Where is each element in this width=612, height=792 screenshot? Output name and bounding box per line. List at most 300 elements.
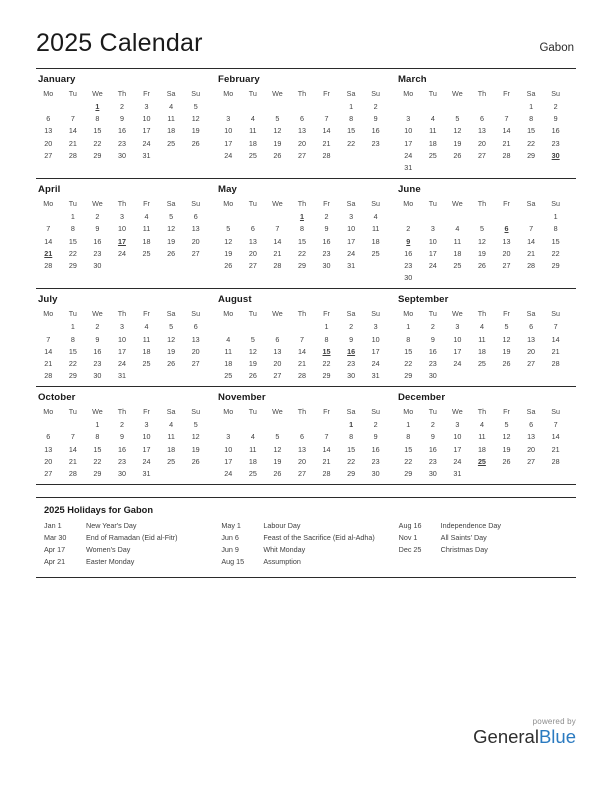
weekday-header: Fr [143, 407, 150, 417]
holiday-name: Whit Monday [263, 545, 306, 555]
day-cell: 8 [406, 334, 411, 344]
day-cell: 21 [527, 248, 536, 258]
weekday-header: Tu [428, 309, 437, 319]
day-cell: 21 [44, 358, 53, 368]
day-cell: 7 [324, 114, 329, 124]
weekday-header-row [396, 198, 568, 211]
holiday-name: Independence Day [440, 520, 501, 530]
day-cell: 9 [373, 432, 378, 442]
day-cell: 14 [68, 126, 77, 136]
day-cell: 27 [477, 150, 486, 160]
day-cell-empty [519, 272, 544, 284]
day-cell: 2 [95, 212, 100, 222]
calendar-grid [36, 68, 576, 485]
day-cell: 16 [322, 236, 331, 246]
day-cell: 11 [167, 432, 175, 442]
day-cell: 24 [117, 248, 126, 258]
day-cell-empty [36, 321, 61, 333]
day-cell-empty [543, 272, 568, 284]
day-cell: 24 [404, 150, 413, 160]
month-table [36, 88, 208, 162]
day-cell-empty [216, 321, 241, 333]
day-cell: 10 [224, 444, 233, 454]
day-cell: 2 [119, 420, 124, 430]
day-cell: 29 [404, 371, 413, 381]
weekday-header: Su [371, 407, 381, 417]
day-cell-empty [183, 370, 208, 382]
day-cell: 11 [478, 432, 486, 442]
day-cell-empty [265, 419, 290, 431]
month-table [396, 308, 568, 382]
day-cell: 13 [44, 444, 53, 454]
week-row [36, 357, 208, 369]
day-cell: 1 [95, 420, 100, 430]
day-cell: 16 [117, 126, 126, 136]
day-cell: 4 [373, 212, 378, 222]
weekday-header: Su [191, 309, 201, 319]
day-cell: 28 [502, 150, 511, 160]
week-row [396, 125, 568, 137]
week-row [36, 149, 208, 161]
weekday-header: We [452, 89, 463, 98]
day-cell: 25 [371, 248, 380, 258]
day-cell: 15 [68, 346, 77, 356]
day-cell: 18 [371, 236, 380, 246]
weekday-header: Su [371, 89, 381, 98]
week-row [216, 125, 388, 137]
page-title: 2025 Calendar [36, 29, 203, 57]
day-cell: 8 [406, 432, 411, 442]
weekday-header: Th [117, 89, 127, 98]
day-cell-empty [183, 259, 208, 271]
weekday-header: Mo [43, 407, 54, 417]
weekday-header: Su [551, 89, 561, 98]
week-row [36, 419, 208, 431]
day-cell: 13 [297, 126, 306, 136]
day-cell: 31 [347, 260, 356, 270]
week-row [36, 455, 208, 467]
day-cell: 16 [404, 248, 413, 258]
day-cell: 6 [193, 212, 198, 222]
day-cell: 19 [191, 126, 200, 136]
day-cell: 25 [477, 358, 486, 368]
day-cell: 16 [371, 444, 380, 454]
day-cell-empty [290, 101, 315, 113]
day-cell: 22 [347, 138, 356, 148]
week-row [396, 467, 568, 479]
weekday-header-row [396, 308, 568, 321]
day-cell-empty [470, 211, 495, 223]
day-cell: 23 [93, 358, 102, 368]
day-cell: 4 [250, 114, 255, 124]
day-cell-holiday: 1 [349, 420, 354, 430]
day-cell: 15 [347, 126, 356, 136]
holiday-name: All Saints' Day [440, 532, 487, 542]
day-cell: 2 [373, 420, 378, 430]
day-cell: 21 [273, 248, 282, 258]
day-cell: 16 [371, 126, 380, 136]
day-cell: 26 [191, 138, 200, 148]
month-block-july [36, 294, 216, 382]
day-cell-empty [110, 259, 135, 271]
day-cell: 3 [144, 102, 149, 112]
weekday-header: Sa [346, 407, 356, 417]
holiday-entry [221, 520, 392, 532]
weekday-header: Tu [68, 199, 77, 209]
day-cell-empty [241, 321, 266, 333]
day-cell: 25 [428, 150, 437, 160]
generalblue-logo[interactable] [473, 727, 576, 746]
day-cell: 17 [224, 138, 233, 148]
day-cell: 25 [142, 358, 151, 368]
day-cell: 6 [275, 334, 280, 344]
day-cell-empty [265, 321, 290, 333]
weekday-header: Mo [223, 89, 234, 98]
day-cell: 31 [404, 163, 413, 173]
holiday-date: Apr 17 [44, 545, 66, 555]
month-table [36, 406, 208, 480]
weekday-header: Fr [503, 309, 510, 319]
weekday-header: Th [297, 89, 307, 98]
week-row [216, 113, 388, 125]
day-cell: 2 [406, 224, 411, 234]
day-cell: 16 [551, 126, 560, 136]
day-cell-empty [159, 149, 184, 161]
week-row [36, 467, 208, 479]
day-cell: 1 [349, 102, 354, 112]
day-cell: 18 [477, 346, 486, 356]
day-cell: 9 [553, 114, 558, 124]
weekday-header: Sa [166, 199, 176, 209]
logo-text-blue: Blue [538, 725, 576, 747]
day-cell: 22 [527, 138, 536, 148]
day-cell-empty [519, 467, 544, 479]
week-row [216, 431, 388, 443]
day-cell: 28 [322, 150, 331, 160]
month-block-december [396, 392, 576, 480]
day-cell: 11 [478, 334, 486, 344]
day-cell: 4 [430, 114, 435, 124]
day-cell: 12 [273, 444, 282, 454]
month-block-may [216, 184, 396, 284]
week-row [216, 370, 388, 382]
day-cell: 7 [46, 334, 51, 344]
day-cell: 22 [297, 248, 306, 258]
weekday-header: Su [371, 309, 381, 319]
day-cell-empty [183, 149, 208, 161]
holiday-entry [221, 544, 392, 556]
week-row [216, 333, 388, 345]
day-cell: 2 [349, 322, 354, 332]
day-cell: 28 [44, 260, 53, 270]
holiday-name: Easter Monday [86, 557, 135, 567]
day-cell: 4 [226, 334, 231, 344]
month-table [36, 308, 208, 382]
day-cell: 17 [371, 346, 380, 356]
day-cell: 20 [273, 358, 282, 368]
day-cell: 29 [68, 371, 77, 381]
day-cell: 9 [95, 334, 100, 344]
holiday-name: End of Ramadan (Eid al-Fitr) [86, 532, 178, 542]
weekday-header: Mo [403, 199, 414, 209]
day-cell: 14 [297, 346, 306, 356]
day-cell-empty [494, 272, 519, 284]
week-row [36, 259, 208, 271]
week-row [396, 235, 568, 247]
week-row [36, 345, 208, 357]
day-cell: 7 [553, 322, 558, 332]
day-cell: 22 [322, 358, 331, 368]
weekday-header: Mo [403, 407, 414, 417]
weekday-header: Sa [346, 89, 356, 98]
day-cell-holiday: 9 [406, 236, 411, 246]
day-cell-empty [290, 419, 315, 431]
day-cell: 31 [142, 469, 151, 479]
day-cell: 10 [404, 126, 413, 136]
weekday-header-row [396, 406, 568, 419]
day-cell: 7 [553, 420, 558, 430]
day-cell: 13 [191, 334, 200, 344]
weekday-header: Fr [323, 309, 330, 319]
day-cell-empty [61, 101, 86, 113]
day-cell-empty [290, 321, 315, 333]
weekday-header: We [452, 407, 463, 417]
week-row [396, 345, 568, 357]
day-cell: 29 [68, 260, 77, 270]
week-row [216, 467, 388, 479]
day-cell: 4 [144, 322, 149, 332]
day-cell: 22 [93, 138, 102, 148]
weekday-header: Fr [323, 89, 330, 98]
weekday-header-row [36, 308, 208, 321]
week-row [36, 370, 208, 382]
day-cell: 5 [193, 420, 198, 430]
weekday-header: Mo [43, 89, 54, 98]
day-cell: 22 [404, 456, 413, 466]
holiday-name: New Year's Day [86, 520, 137, 530]
day-cell: 30 [117, 469, 126, 479]
powered-by-label: powered by [532, 716, 576, 726]
day-cell: 20 [44, 138, 53, 148]
calendar-quarter-row [36, 69, 576, 179]
day-cell: 24 [224, 150, 233, 160]
day-cell-empty [36, 419, 61, 431]
day-cell-empty [216, 101, 241, 113]
holiday-name: Assumption [263, 557, 301, 567]
weekday-header: Su [551, 199, 561, 209]
day-cell: 20 [477, 138, 486, 148]
day-cell: 26 [167, 248, 176, 258]
weekday-header: Su [191, 407, 201, 417]
week-row [396, 101, 568, 113]
day-cell: 8 [529, 114, 534, 124]
day-cell: 14 [551, 334, 560, 344]
week-row [216, 211, 388, 223]
day-cell: 13 [527, 432, 536, 442]
day-cell-empty [265, 101, 290, 113]
day-cell: 3 [455, 420, 460, 430]
day-cell: 24 [347, 248, 356, 258]
week-row [396, 272, 568, 284]
day-cell: 26 [224, 260, 233, 270]
day-cell: 2 [430, 420, 435, 430]
day-cell: 5 [169, 322, 174, 332]
day-cell: 22 [68, 248, 77, 258]
weekday-header-row [36, 88, 208, 101]
month-name: June [397, 183, 421, 195]
weekday-header: Fr [143, 89, 150, 98]
day-cell: 27 [273, 371, 282, 381]
day-cell-empty [519, 211, 544, 223]
weekday-header: We [92, 89, 103, 98]
day-cell: 19 [167, 346, 176, 356]
weekday-header: Th [477, 89, 487, 98]
day-cell: 25 [248, 150, 257, 160]
month-name: February [217, 73, 260, 85]
weekday-header: Fr [503, 199, 510, 209]
day-cell-empty [445, 211, 470, 223]
day-cell: 25 [167, 456, 176, 466]
day-cell: 21 [322, 456, 331, 466]
day-cell: 31 [453, 469, 462, 479]
day-cell: 16 [428, 444, 437, 454]
weekday-header: Tu [68, 89, 77, 98]
month-table [216, 198, 388, 272]
day-cell: 20 [297, 456, 306, 466]
day-cell: 10 [371, 334, 380, 344]
weekday-header: Fr [503, 407, 510, 417]
day-cell: 14 [322, 444, 331, 454]
day-cell: 5 [455, 114, 460, 124]
day-cell: 15 [404, 346, 413, 356]
day-cell-empty [519, 161, 544, 173]
day-cell: 9 [324, 224, 329, 234]
day-cell: 28 [551, 358, 560, 368]
day-cell: 8 [349, 114, 354, 124]
holiday-entry [44, 556, 215, 568]
day-cell: 1 [553, 212, 558, 222]
day-cell-empty [339, 149, 364, 161]
weekday-header: Sa [346, 199, 356, 209]
week-row [36, 101, 208, 113]
day-cell: 24 [453, 456, 462, 466]
day-cell: 15 [93, 444, 102, 454]
weekday-header: Sa [526, 199, 536, 209]
day-cell: 24 [453, 358, 462, 368]
day-cell-empty [445, 161, 470, 173]
day-cell: 15 [297, 236, 306, 246]
day-cell: 15 [93, 126, 102, 136]
day-cell: 16 [93, 346, 102, 356]
day-cell: 16 [117, 444, 126, 454]
week-row [216, 223, 388, 235]
day-cell: 28 [68, 150, 77, 160]
day-cell: 7 [70, 432, 75, 442]
day-cell: 13 [297, 444, 306, 454]
day-cell: 5 [275, 432, 280, 442]
day-cell: 26 [502, 358, 511, 368]
day-cell: 13 [502, 236, 511, 246]
month-name: April [38, 183, 61, 195]
weekday-header: Sa [166, 89, 176, 98]
month-name: November [217, 391, 266, 403]
day-cell: 20 [502, 248, 511, 258]
day-cell: 27 [44, 150, 53, 160]
day-cell: 30 [93, 260, 102, 270]
day-cell: 18 [167, 444, 176, 454]
day-cell: 2 [553, 102, 558, 112]
day-cell: 27 [502, 260, 511, 270]
weekday-header: Th [477, 199, 487, 209]
day-cell: 5 [226, 224, 231, 234]
month-name: December [397, 391, 446, 403]
day-cell: 20 [527, 346, 536, 356]
day-cell: 21 [502, 138, 511, 148]
day-cell: 6 [529, 420, 534, 430]
day-cell-empty [470, 272, 495, 284]
day-cell-empty [519, 370, 544, 382]
weekday-header: Su [551, 407, 561, 417]
day-cell-holiday: 6 [504, 224, 509, 234]
day-cell: 17 [224, 456, 233, 466]
day-cell: 4 [169, 420, 174, 430]
week-row [396, 321, 568, 333]
day-cell-empty [421, 161, 446, 173]
holiday-date: Aug 15 [221, 557, 245, 567]
week-row [396, 357, 568, 369]
day-cell: 5 [504, 420, 509, 430]
weekday-header-row [216, 198, 388, 211]
weekday-header: Mo [403, 309, 414, 319]
day-cell: 18 [248, 456, 257, 466]
day-cell: 29 [347, 469, 356, 479]
day-cell: 25 [224, 371, 233, 381]
week-row [396, 333, 568, 345]
day-cell: 9 [119, 432, 124, 442]
weekday-header: Tu [248, 309, 257, 319]
day-cell: 29 [551, 260, 560, 270]
day-cell: 20 [297, 138, 306, 148]
day-cell: 11 [429, 126, 437, 136]
day-cell: 12 [248, 346, 257, 356]
day-cell: 4 [144, 212, 149, 222]
day-cell-holiday: 1 [95, 102, 100, 112]
weekday-header: Th [117, 309, 127, 319]
day-cell: 20 [191, 346, 200, 356]
day-cell: 26 [167, 358, 176, 368]
holiday-entry [399, 532, 570, 544]
day-cell: 3 [226, 432, 231, 442]
day-cell-empty [216, 211, 241, 223]
day-cell: 28 [322, 469, 331, 479]
day-cell: 29 [93, 150, 102, 160]
day-cell: 18 [167, 126, 176, 136]
weekday-header: Mo [223, 199, 234, 209]
day-cell: 14 [44, 236, 53, 246]
week-row [216, 321, 388, 333]
day-cell: 10 [453, 334, 462, 344]
day-cell: 26 [477, 260, 486, 270]
day-cell-holiday: 25 [477, 456, 486, 466]
day-cell-empty [314, 419, 339, 431]
day-cell: 21 [322, 138, 331, 148]
day-cell: 22 [68, 358, 77, 368]
month-name: January [38, 73, 76, 85]
day-cell-empty [396, 101, 421, 113]
day-cell-empty [421, 101, 446, 113]
holiday-name: Labour Day [263, 520, 301, 530]
week-row [36, 443, 208, 455]
